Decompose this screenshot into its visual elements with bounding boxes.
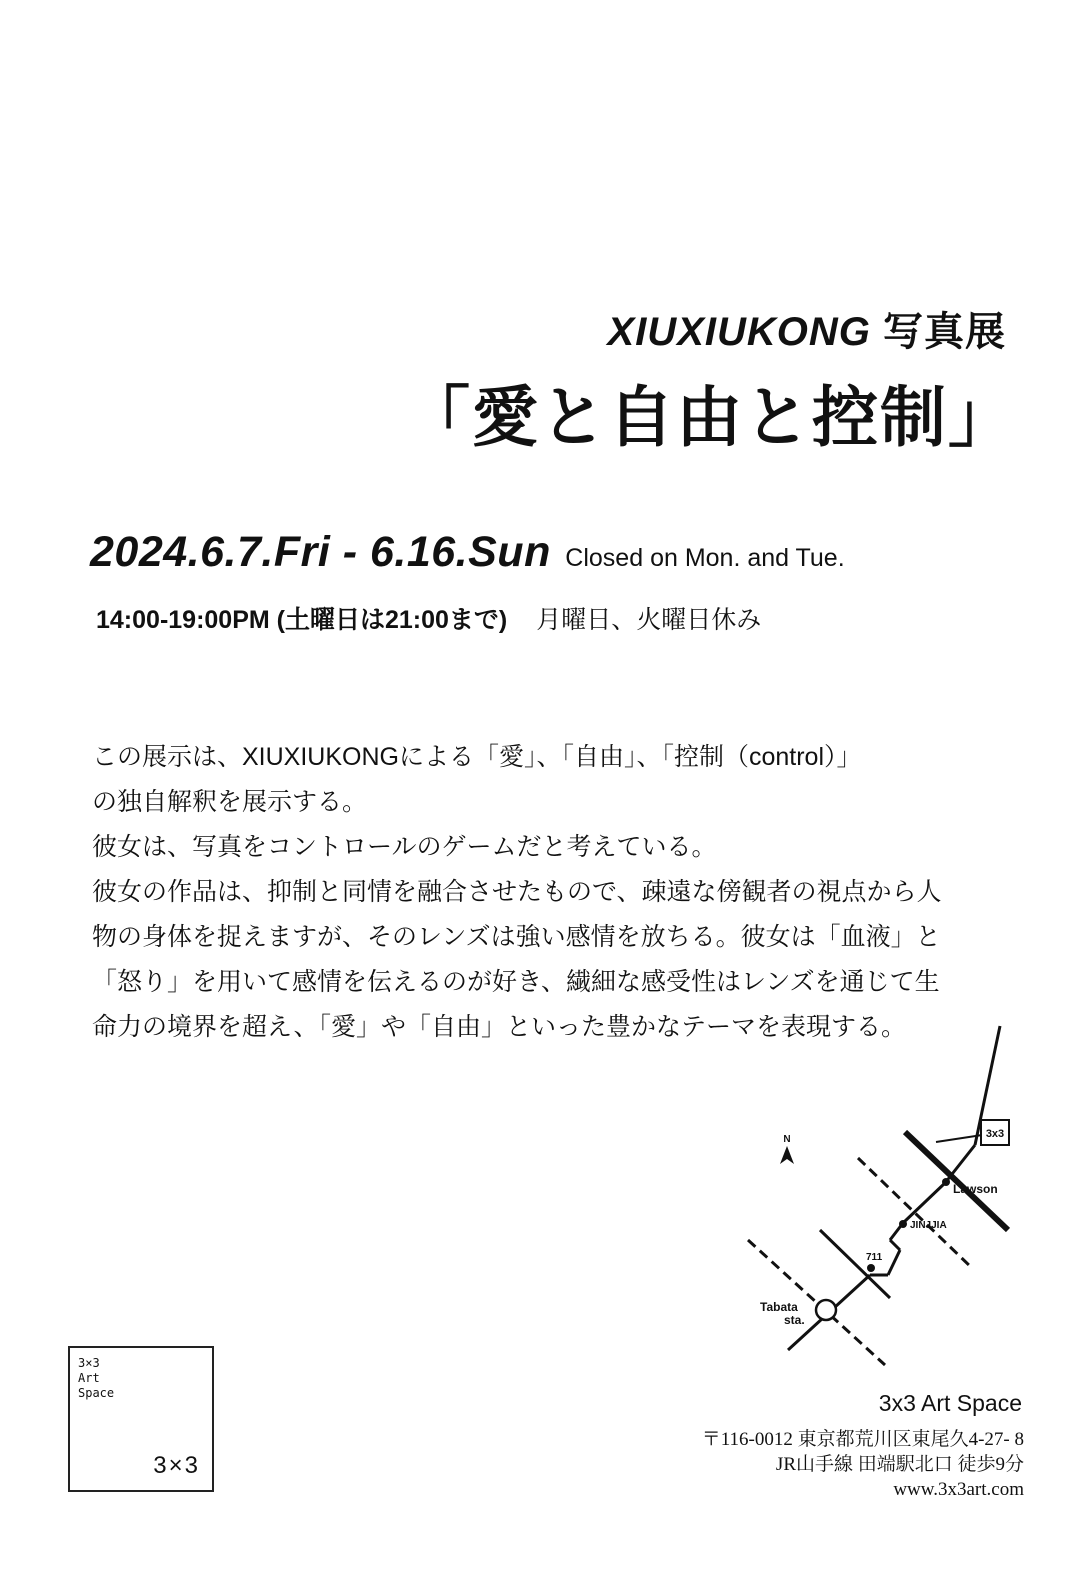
description-line: 命力の境界を超え、「愛」や「自由」といった豊かなテーマを表現する。 <box>92 1013 907 1041</box>
hours-row <box>96 600 761 636</box>
map-road-main <box>888 1250 900 1275</box>
map-lawson-dot <box>942 1178 950 1186</box>
description-line: 「怒り」を用いて感情を伝えるのが好き、繊細な感受性はレンズを通じて生 <box>92 968 940 996</box>
description-line: 物の身体を捉えますが、そのレンズは強い感情を放ちる。彼女は「血液」と <box>92 923 941 951</box>
exhibition-description <box>92 735 992 1050</box>
map-station-label: Tabata <box>760 1300 798 1314</box>
venue-access: JR山手線 田端駅北口 徒歩9分 <box>775 1454 1024 1475</box>
map-711-dot <box>867 1264 875 1272</box>
map-station-icon <box>816 1300 836 1320</box>
map-north-label: N <box>783 1134 791 1145</box>
north-arrow-icon <box>780 1146 794 1164</box>
map-road-thick <box>905 1132 1008 1230</box>
artist-heading <box>608 300 1006 357</box>
logo-mark: 3×3 <box>153 1452 200 1479</box>
logo-text-line: Art <box>78 1371 100 1385</box>
logo-text-line: Space <box>78 1386 115 1400</box>
map-road-main <box>903 1183 945 1223</box>
venue-address: 〒116-0012 東京都荒川区東尾久4-27- 8 <box>701 1429 1024 1450</box>
description-line: 彼女の作品は、抑制と同情を融合させたもので、疎遠な傍観者の視点から人 <box>92 878 942 906</box>
description-line: の独自解釈を展示する。 <box>92 788 368 816</box>
date-range: 2024.6.7.Fri - 6.16.Sun <box>90 528 551 576</box>
opening-hours: 14:00-19:00PM (土曜日は21:00まで) <box>96 606 508 634</box>
days-off-note: 月曜日、火曜日休み <box>536 606 762 634</box>
description-line: 彼女は、写真をコントロールのゲームだと考えている。 <box>92 833 717 861</box>
map-venue-tag: 3x3 <box>985 1128 1005 1140</box>
map-station-label: sta. <box>784 1313 805 1327</box>
closed-days-note: Closed on Mon. and Tue. <box>565 544 845 572</box>
artist-name: XIUXIUKONG <box>607 310 871 354</box>
venue-website: www.3x3art.com <box>893 1479 1024 1500</box>
access-map <box>740 1020 1030 1380</box>
description-line: この展示は、XIUXIUKONGによる「愛」、「自由」、「控制（control）」 <box>92 743 862 771</box>
venue-address-block <box>702 1427 1024 1502</box>
exhibition-title: 「愛と自由と控制」 <box>404 380 1016 454</box>
map-jinjjia-dot <box>899 1220 907 1228</box>
venue-name: 3x3 Art Space <box>878 1390 1022 1416</box>
gallery-logo <box>68 1346 214 1492</box>
logo-text-line: 3×3 <box>78 1356 100 1370</box>
map-road-main <box>890 1240 900 1250</box>
exhibition-type: 写真展 <box>883 310 1006 354</box>
map-711-label: 711 <box>866 1252 883 1263</box>
date-row <box>90 528 845 577</box>
map-jinjjia-label: JINJJIA <box>910 1220 947 1231</box>
map-lawson-label: Lawson <box>953 1182 998 1196</box>
